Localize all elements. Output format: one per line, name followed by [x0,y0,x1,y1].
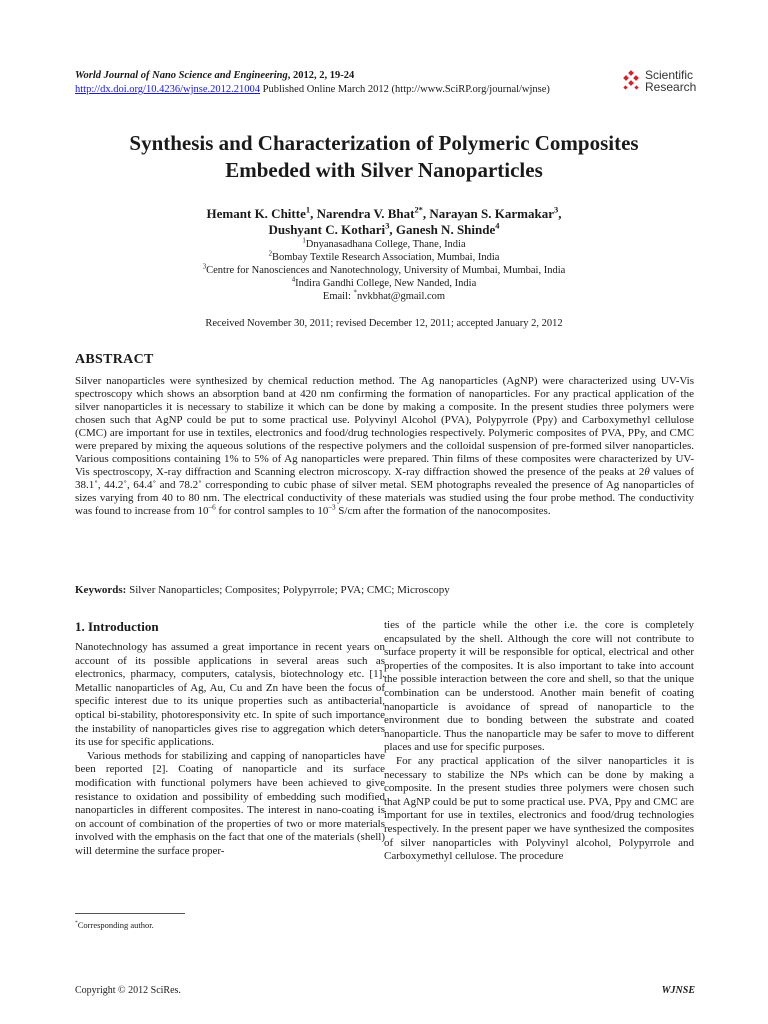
author-sup: 4 [495,220,500,231]
section-heading-introduction: 1. Introduction [75,619,159,634]
author-name: Dushyant C. Kothari [268,222,386,237]
logo-line-2: Research [645,80,697,94]
left-column [75,641,385,859]
author-name: Hemant K. Chitte [206,206,306,221]
paragraph: For any practical application of the silver nanoparticles it is necessary to stabilize the NPs which can be done by making a composite. In the present studies three polymers were chosen such that AgNP could be put to some practical use. PVA, Ppy and CMC are important for use in textiles, electronics and food/drug technologies respectively. In the present paper we have synthesized the composites of silver nanoparticles with Polyvinyl alcohol, Polypyrrole and Carboxymethyl cellulose. The procedure [384,754,694,863]
scirp-logo-icon [620,70,642,92]
email-line: Email: *nvkbhat@gmail.com [322,289,446,302]
author-sup: 3 [553,204,559,215]
affiliation: $^4$Indira Gandhi College, New Nanded, India [291,276,477,289]
logo-line-1: Scientific [645,68,694,82]
keywords-text: Silver Nanoparticles; Composites; Polypyrrole; PVA; CMC; Microscopy [126,584,450,596]
affiliation: $^3$Centre for Nanosciences and Nanotechnology, University of Mumbai, Mumbai, India [202,263,566,276]
paper-title [60,130,708,184]
author-name: Ganesh N. Shinde [395,222,496,237]
copyright: Copyright © 2012 SciRes. [75,985,181,996]
scientific-research-logo [620,69,696,93]
author-list: Hemant K. Chitte$^1$, Narendra V. Bhat$^{2*}$, Narayan S. Karmakar$^3$, Dushyant C. Kothari$^3$, Ganesh N. Shinde$^4$ [206,204,562,237]
published-info: Published Online March 2012 (http://www.SciRP.org/journal/wjnse) [260,84,550,95]
journal-abbrev: WJNSE [661,985,695,996]
footnote-rule [75,913,185,914]
paragraph: Various methods for stabilizing and capping of nanoparticles have been reported [2]. Coating of nanoparticle and its surface modification with functional polymers have been achieved to give resistance to oxidation and possibility of embedding such modified nanoparticles in different composites. The interest in nano-coating is on account of combination of the properties of two or more materials involved with the emphasis on the fact that one of the materials (shell) will determine the surface proper- [75,749,385,857]
doi-link[interactable]: http://dx.doi.org/10.4236/wjnse.2012.21004 [75,84,261,95]
author-sup: 2* [414,204,423,215]
affiliation: $^2$Bombay Textile Research Association, Mumbai, India [268,250,500,263]
abstract-text: Silver nanoparticles were synthesized by chemical reduction method. The Ag nanoparticles (AgNP) were characterized using UV-Vis spectroscopy which shows an absorption band at 420 nm confirming the formation of nanoparticles. For any practical application of the silver nanoparticles it is necessary to stabilize it which can be done by making a composite. In the present studies three polymers were chosen such that AgNP could be put to some practical use. Polyvinyl Alcohol (PVA), Polypyrrole (Ppy) and Carboxymethyl cellulose (CMC) are important for use in textiles, electronics and food/drug technologies respectively. Polymeric composites of PVA, PPy, and CMC were prepared by mixing the aqueous solutions of the respective polymers and the colloidal suspension of pre-formed silver nanoparticles. Various compositions containing 1% to 5% of Ag nanoparticles were prepared. Thin films of these composites were characterized by UV-Vis spectroscopy, X-ray diffraction and Scanning electron microscopy. X-ray diffraction showed the presence of the peaks at 2θ values of 38.1˚, 44.2˚, 64.4˚ and 78.2˚ corresponding to cubic phase of silver metal. SEM photographs revealed the presence of Ag nanoparticles of sizes varying from 40 to 80 nm. The electrical conductivity of these materials was studied using the four probe method. The conductivity was found to increase from $10^{-6}$ for control samples to $10^{-3}$ S/cm after the formation of the nanocomposites. [75,375,694,517]
journal-name: World Journal of Nano Science and Engineering [75,70,288,81]
affiliations [60,238,708,303]
title-line-2: Embeded with Silver Nanoparticles [225,158,543,182]
author-sup: 1 [305,204,311,215]
author-name: Narayan S. Karmakar [429,206,554,221]
right-column [384,619,694,864]
author-name: Narendra V. Bhat [316,206,415,221]
paragraph: Nanotechnology has assumed a great importance in recent years on account of its possible applications in several areas such as electronics, pharmacy, computers, catalysis, biotechnology etc. [1]. Metallic nanoparticles of Ag, Au, Cu and Zn have been the focus of specific interest due to its unique properties such as antibacterial, optical bi-stability, photoresponsivity etc. In spite of such importance the instability of nanoparticles gives rise to aggregation which deters its use for specific applications. [75,641,385,749]
email-address[interactable]: nvkbhat@gmail.com [356,291,446,302]
author-sup: 3 [385,220,390,231]
title-line-1: Synthesis and Characterization of Polymeric Composites [129,131,639,155]
footnote: *Corresponding author. [75,920,154,930]
journal-issue: , 2012, 2, 19-24 [287,70,355,81]
paragraph: ties of the particle while the other i.e. the core is completely encapsulated by the shell. Although the core will not contribute to surface property it will be responsible for optical, electrical and other properties of the composites. It is also important to take into account the possible interaction between the core and shell, so that the unique combination can be understood. Another main benefit of coating nanoparticle is avoidance of spread of nanoparticle to the environment due to bonding between the substrate and coated nanoparticle. Thus the nanoparticle may be safer to move to different places and use for specific purposes. [384,619,694,754]
journal-header [75,69,550,97]
affiliation: $^1$Dnyanasadhana College, Thane, India [302,237,466,250]
keywords [75,584,450,596]
keywords-label: Keywords: [75,584,127,596]
received-dates: Received November 30, 2011; revised December 12, 2011; accepted January 2, 2012 [205,318,563,329]
abstract-heading: ABSTRACT [75,352,154,367]
